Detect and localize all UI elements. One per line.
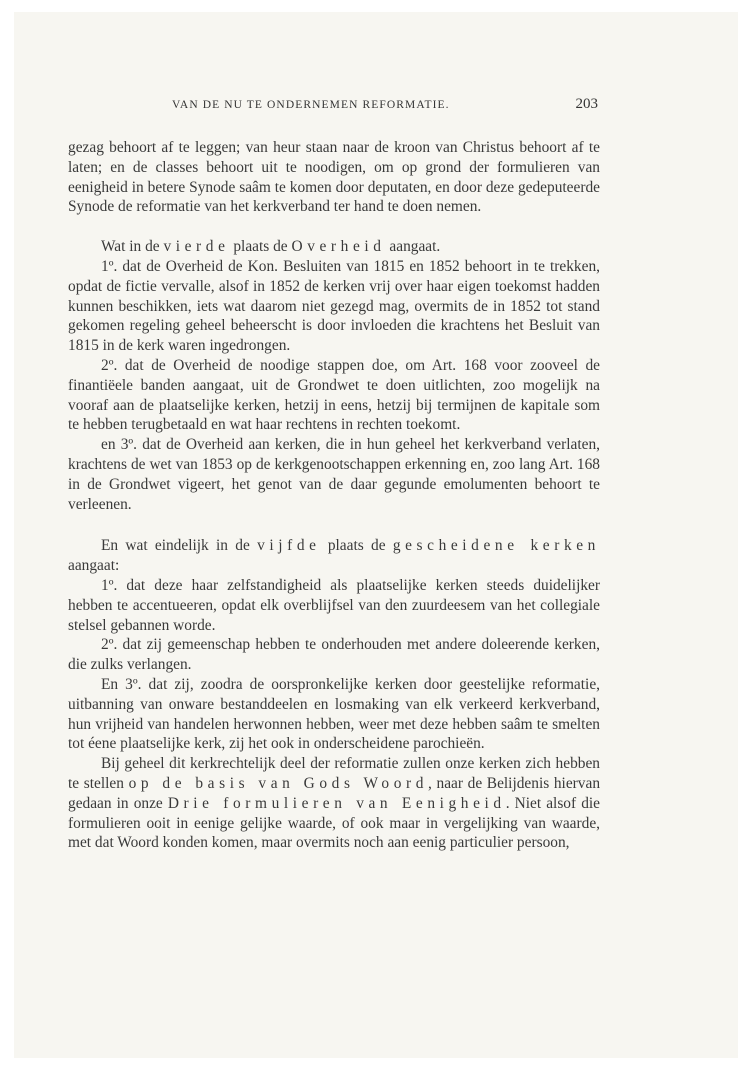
- spaced-word: vierde: [163, 238, 230, 256]
- spaced-word: Overheid: [291, 238, 386, 256]
- spaced-word: vijfde: [257, 537, 321, 555]
- page-body: [68, 138, 600, 853]
- paragraph-9: En 3º. dat zij, zoodra de oorspronkelijke kerken door geestelijke reformatie, uitbanning van onware bestanddeelen en losmaking van elk verkeerd kerkverband, hun vrijheid van handelen herwonnen hebben, weer met deze hebben saâm te smelten tot éene plaatselijke kerk, zij het ook in onderscheidene parochieën.: [68, 675, 600, 753]
- paragraph-7: 1º. dat deze haar zelfstandigheid als plaatselijke kerken steeds duidelijker hebben te accentueeren, opdat elk overblijfsel van den zuurdeesem van het collegiale stelsel gebannen worde.: [68, 576, 600, 634]
- spaced-word: gescheidene kerken: [392, 537, 600, 555]
- spaced-word: op de basis van Gods Woord: [128, 774, 429, 792]
- page-number: 203: [575, 96, 598, 112]
- paragraph-5: en 3º. dat de Overheid aan kerken, die in hun geheel het kerkverband verlaten, krachtens de wet van 1853 op de kerkgenootschappen erkenning en, zoo lang Art. 168 in de Grondwet vigeert, het genot van de daar gegunde emolumenten behoort te verleenen.: [68, 436, 600, 513]
- paragraph-8: 2º. dat zij gemeenschap hebben te onderhouden met andere doleerende kerken, die zulks verlangen.: [68, 636, 600, 674]
- spaced-word: Drie formulieren van Eenigheid: [167, 794, 506, 812]
- paragraph-1: gezag behoort af te leggen; van heur staan naar de kroon van Christus behoort af te laten; en de classes behoort uit te noodigen, om op grond der formulieren van eenigheid in betere Synode saâm te komen door deputaten, en door deze gedeputeerde Synode de reformatie van het kerkverband ter hand te doen nemen.: [68, 139, 600, 216]
- paragraph-4: 2º. dat de Overheid de noodige stappen doe, om Art. 168 voor zooveel de finantiëele banden aangaat, uit de Grondwet te doen uitlichten, zoo mogelijk na vooraf aan de plaatselijke kerken, hetzij in eens, hetzij bij termijnen de kapitale som te hebben terugbetaald en wat haar rechtens in rechten toekomt.: [68, 356, 600, 434]
- paragraph-10: Bij geheel dit kerkrechtelijk deel der reformatie zullen onze kerken zich hebben te stellen op de basis van Gods Woord, naar de Belijdenis hiervan gedaan in onze Drie formulieren van Eenigheid. Niet alsof die formulieren ooit in eenige gelijke waarde, of ook maar in vergelijking van waarde, met dat Woord konden komen, maar overmits noch aan eenig particulier persoon,: [68, 755, 601, 852]
- page-header: [172, 96, 598, 113]
- paragraph-3: 1º. dat de Overheid de Kon. Besluiten van 1815 en 1852 behoort in te trekken, opdat de fictie vervalle, alsof in 1852 de kerken vrij over haar eigen toekomst hadden kunnen beschikken, iets wat daarom niet gezegd mag, overmits de in 1852 tot stand gekomen regeling geheel beheerscht is door invloeden die krachtens het Besluit van 1815 in de kerk waren ingedrongen.: [68, 257, 600, 355]
- paragraph-6: En wat eindelijk in de vijfde plaats de gescheidene kerken aangaat:: [68, 537, 600, 575]
- paragraph-2: Wat in de vierde plaats de Overheid aangaat.: [101, 238, 441, 256]
- running-head: VAN DE NU TE ONDERNEMEN REFORMATIE.: [172, 99, 450, 111]
